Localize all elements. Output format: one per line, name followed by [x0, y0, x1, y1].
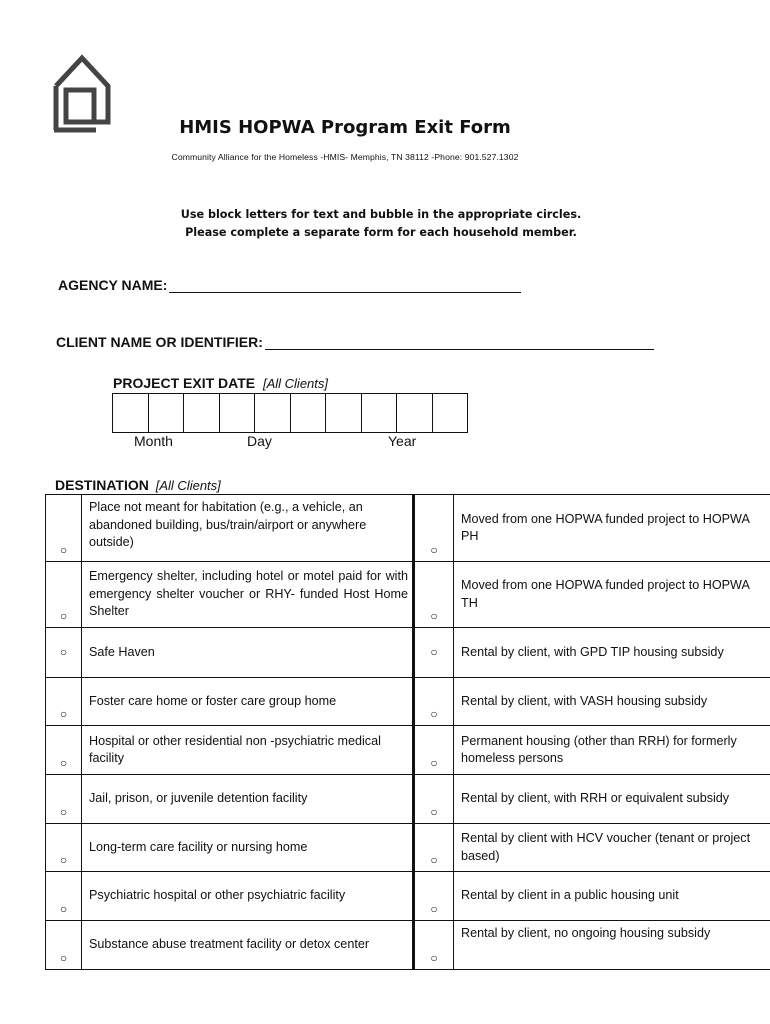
- option-label: Place not meant for habitation (e.g., a vehicle, an abandoned building, bus/train/airport or anywhere outside): [82, 495, 414, 562]
- agency-name-row: [58, 277, 521, 293]
- radio-bubble[interactable]: ○: [46, 921, 82, 970]
- radio-bubble[interactable]: ○: [46, 872, 82, 921]
- client-name-field[interactable]: [265, 334, 654, 350]
- table-row: [46, 678, 770, 726]
- option-label: Jail, prison, or juvenile detention facility: [82, 775, 414, 824]
- table-row: [46, 726, 770, 775]
- day-box-4[interactable]: [291, 394, 327, 432]
- year-box-4[interactable]: [433, 394, 468, 432]
- radio-bubble[interactable]: ○: [414, 495, 454, 562]
- exit-date-note: [All Clients]: [262, 376, 329, 391]
- destination-label: DESTINATION: [55, 477, 149, 493]
- radio-bubble[interactable]: ○: [46, 726, 82, 775]
- radio-bubble[interactable]: ○: [46, 562, 82, 628]
- destination-table: [45, 494, 770, 970]
- radio-bubble[interactable]: ○: [414, 921, 454, 970]
- agency-name-label: AGENCY NAME:: [58, 277, 168, 293]
- option-label: Safe Haven: [82, 628, 414, 678]
- option-label: Moved from one HOPWA funded project to HOPWA TH: [454, 562, 770, 628]
- option-label: Long-term care facility or nursing home: [82, 824, 414, 872]
- option-label: Psychiatric hospital or other psychiatric facility: [82, 872, 414, 921]
- option-label: Emergency shelter, including hotel or motel paid for with emergency shelter voucher or RHY- funded Host Home Shelter: [82, 562, 414, 628]
- day-box-3[interactable]: [255, 394, 291, 432]
- year-label: Year: [388, 433, 417, 449]
- year-box-1[interactable]: [326, 394, 362, 432]
- radio-bubble[interactable]: ○: [46, 628, 82, 678]
- exit-date-boxes: [112, 393, 468, 433]
- client-name-row: [56, 334, 654, 350]
- option-label: Hospital or other residential non -psychiatric medical facility: [82, 726, 414, 775]
- table-row: [46, 628, 770, 678]
- radio-bubble[interactable]: ○: [414, 824, 454, 872]
- year-box-2[interactable]: [362, 394, 398, 432]
- year-box-3[interactable]: [397, 394, 433, 432]
- month-box-2[interactable]: [149, 394, 185, 432]
- radio-bubble[interactable]: ○: [414, 872, 454, 921]
- table-row: [46, 872, 770, 921]
- instruction-line-1: Use block letters for text and bubble in the appropriate circles.: [180, 208, 582, 221]
- month-label: Month: [134, 433, 173, 449]
- destination-note: [All Clients]: [155, 478, 221, 493]
- table-row: [46, 824, 770, 872]
- option-label: Rental by client in a public housing unit: [454, 872, 770, 921]
- exit-date-heading: [113, 375, 328, 391]
- radio-bubble[interactable]: ○: [46, 678, 82, 726]
- option-label: Rental by client, with VASH housing subsidy: [454, 678, 770, 726]
- radio-bubble[interactable]: ○: [46, 775, 82, 824]
- form-subtitle: Community Alliance for the Homeless -HMIS- Memphis, TN 38112 -Phone: 901.527.1302: [171, 152, 519, 162]
- radio-bubble[interactable]: ○: [414, 628, 454, 678]
- radio-bubble[interactable]: ○: [414, 678, 454, 726]
- day-box-1[interactable]: [184, 394, 220, 432]
- day-box-2[interactable]: [220, 394, 256, 432]
- option-label: Moved from one HOPWA funded project to HOPWA PH: [454, 495, 770, 562]
- option-label: Rental by client with HCV voucher (tenant or project based): [454, 824, 770, 872]
- radio-bubble[interactable]: ○: [46, 495, 82, 562]
- option-label: Permanent housing (other than RRH) for formerly homeless persons: [454, 726, 770, 775]
- destination-heading: [55, 477, 221, 493]
- day-label: Day: [247, 433, 272, 449]
- exit-date-label: PROJECT EXIT DATE: [113, 375, 256, 391]
- option-label: Rental by client, no ongoing housing subsidy: [454, 921, 770, 970]
- radio-bubble[interactable]: ○: [414, 726, 454, 775]
- radio-bubble[interactable]: ○: [414, 775, 454, 824]
- agency-name-field[interactable]: [169, 277, 521, 293]
- form-title: HMIS HOPWA Program Exit Form: [179, 117, 511, 138]
- instruction-line-2: Please complete a separate form for each household member.: [185, 226, 577, 239]
- option-label: Rental by client, with GPD TIP housing subsidy: [454, 628, 770, 678]
- table-row: [46, 775, 770, 824]
- radio-bubble[interactable]: ○: [414, 562, 454, 628]
- table-row: [46, 495, 770, 562]
- table-row: [46, 921, 770, 970]
- client-name-label: CLIENT NAME OR IDENTIFIER:: [56, 334, 263, 350]
- option-label: Substance abuse treatment facility or detox center: [82, 921, 414, 970]
- month-box-1[interactable]: [113, 394, 149, 432]
- radio-bubble[interactable]: ○: [46, 824, 82, 872]
- table-row: [46, 562, 770, 628]
- option-label: Foster care home or foster care group home: [82, 678, 414, 726]
- option-label: Rental by client, with RRH or equivalent subsidy: [454, 775, 770, 824]
